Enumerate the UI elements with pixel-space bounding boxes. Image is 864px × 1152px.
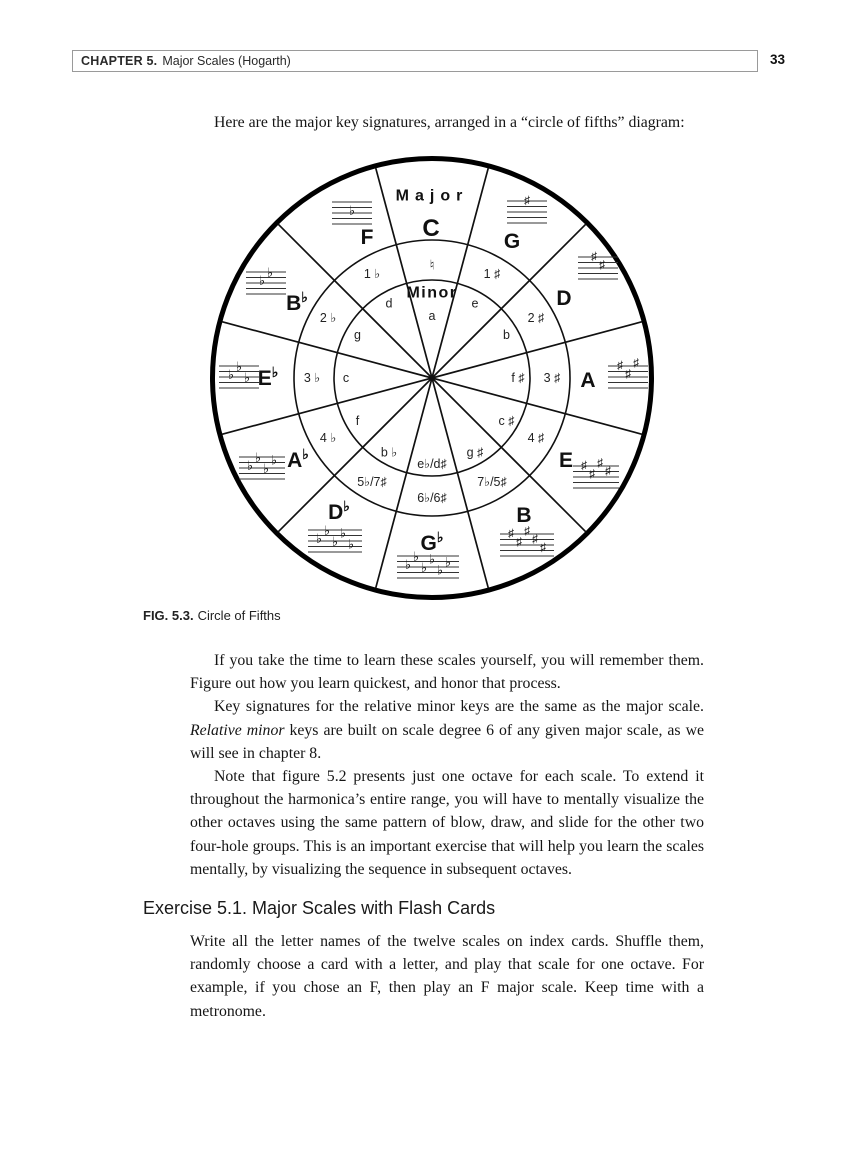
key-signature-staff	[608, 357, 648, 388]
sharp-icon: ♯	[591, 251, 597, 263]
figure-caption-label: FIG. 5.3.	[143, 608, 194, 623]
paragraph: Key signatures for the relative minor keys are the same as the major scale. Relative minor keys are built on scale degree 6 of any given major scale, as we will see in chapter 8.	[190, 698, 704, 762]
major-key-D: D♭	[328, 498, 350, 524]
sharp-icon: ♯	[589, 468, 595, 481]
chapter-header-box	[72, 50, 758, 72]
sharp-icon: ♯	[532, 533, 538, 546]
minor-key-label: c	[342, 371, 350, 385]
sharp-icon: ♯	[516, 536, 522, 549]
flat-icon: ♭	[262, 460, 270, 476]
flat-icon: ♭	[348, 203, 356, 218]
key-signature-staff	[507, 195, 547, 223]
key-signature-staff	[219, 359, 259, 388]
intro-paragraph: Here are the major key signatures, arranged in a “circle of fifths” diagram:	[214, 114, 685, 131]
count-label: 4 ♯	[527, 431, 545, 445]
minor-key-label: f	[355, 414, 360, 428]
flat-icon: ♭	[404, 557, 412, 572]
flat-icon: ♭	[436, 562, 444, 578]
sharp-icon: ♯	[605, 465, 611, 478]
major-key-E: E	[558, 448, 574, 472]
flat-icon: ♭	[246, 458, 254, 473]
minor-key-label: f ♯	[511, 371, 525, 385]
flat-icon: ♭	[266, 264, 274, 280]
count-label: 1 ♯	[483, 267, 501, 282]
page-number: 33	[770, 52, 786, 67]
body-paragraphs	[190, 649, 704, 881]
sector-divider	[222, 378, 432, 434]
count-label: 1 ♭	[363, 267, 381, 282]
sharp-icon: ♯	[508, 528, 514, 540]
minor-key-label: d	[385, 296, 393, 311]
flat-icon: ♭	[235, 358, 243, 374]
key-signature-staff	[332, 202, 372, 224]
minor-key-label: a	[428, 309, 436, 323]
major-key-G: G	[503, 229, 521, 253]
chapter-label: CHAPTER 5.	[81, 54, 158, 68]
flat-icon: ♭	[428, 551, 436, 567]
figure-caption	[143, 608, 281, 623]
major-key-G: G♭	[420, 529, 444, 555]
sector-divider	[222, 322, 432, 378]
circle-of-fifths-diagram	[197, 143, 667, 613]
key-signature-staff	[308, 523, 362, 552]
exercise-heading: Exercise 5.1. Major Scales with Flash Cards	[143, 898, 496, 918]
minor-key-label: b ♭	[380, 445, 398, 460]
flat-icon: ♭	[339, 525, 347, 541]
exercise-paragraph: Write all the letter names of the twelve scales on index cards. Shuffle them, randomly choose a card with a letter, and play that scale for one octave. For example, if you chose an F, then play an F major scale. Keep time with a metronome.	[190, 933, 704, 1020]
sharp-icon: ♯	[524, 525, 530, 538]
major-key-A: A	[580, 368, 596, 392]
sharp-icon: ♯	[617, 360, 623, 372]
major-key-F: F	[360, 225, 374, 249]
chapter-title: Major Scales (Hogarth)	[162, 54, 291, 68]
sharp-icon: ♯	[633, 357, 639, 370]
key-signature-staff	[239, 450, 285, 479]
flat-icon: ♭	[444, 554, 452, 570]
sharp-icon: ♯	[599, 259, 605, 272]
minor-key-label: e♭/d♯	[417, 457, 447, 471]
count-label: 3 ♯	[543, 371, 561, 385]
minor-ring-label: Minor	[406, 284, 458, 302]
flat-icon: ♭	[258, 273, 266, 288]
sector-divider	[432, 322, 642, 381]
count-label: 2 ♯	[527, 311, 545, 325]
sharp-icon: ♯	[625, 368, 631, 381]
flat-icon: ♭	[243, 369, 251, 385]
major-key-B: B♭	[286, 289, 308, 315]
minor-key-label: b	[503, 328, 510, 342]
key-signature-staff	[573, 457, 619, 488]
count-label: 2 ♭	[319, 311, 337, 325]
flat-icon: ♭	[420, 559, 428, 575]
sharp-icon: ♯	[597, 457, 603, 470]
key-signature-staff	[397, 549, 459, 578]
major-key-C: C	[422, 214, 440, 242]
sharp-icon: ♯	[524, 195, 530, 207]
paragraph: If you take the time to learn these scales yourself, you will remember them. Figure out how you learn quickest, and honor that process.	[190, 652, 704, 693]
count-label: ♮	[429, 257, 435, 273]
key-signature-staff	[246, 265, 286, 294]
count-label: 6♭/6♯	[417, 491, 447, 505]
paragraph: Note that figure 5.2 presents just one octave for each scale. To extend it throughout the harmonica’s entire range, you will have to mentally visualize the other octaves using the same pattern of blow, draw, and slide for the other two four-hole groups. This is an important exercise that will help you learn the scales mentally, by visualizing the sequence in subsequent octaves.	[190, 768, 704, 878]
minor-key-label: g	[354, 328, 361, 342]
flat-icon: ♭	[315, 531, 323, 546]
figure-caption-text: Circle of Fifths	[197, 608, 281, 623]
count-label: 7♭/5♯	[477, 474, 507, 489]
count-label: 5♭/7♯	[357, 474, 387, 489]
sharp-icon: ♯	[540, 541, 546, 554]
flat-icon: ♭	[323, 522, 331, 538]
major-key-D: D	[556, 286, 572, 310]
sharp-icon: ♯	[581, 460, 587, 472]
flat-icon: ♭	[331, 533, 339, 549]
flat-icon: ♭	[347, 536, 355, 552]
sector-divider	[432, 378, 642, 434]
key-signature-staff	[500, 525, 554, 556]
flat-icon: ♭	[254, 449, 262, 465]
major-ring-label: Major	[395, 187, 469, 205]
flat-icon: ♭	[227, 367, 235, 382]
flat-icon: ♭	[412, 548, 420, 564]
major-key-A: A♭	[287, 446, 309, 472]
count-label: 3 ♭	[303, 371, 321, 385]
minor-key-label: e	[471, 296, 479, 311]
minor-key-label: c ♯	[498, 414, 515, 428]
minor-key-label: g ♯	[466, 445, 484, 460]
count-label: 4 ♭	[319, 431, 337, 445]
flat-icon: ♭	[270, 452, 278, 468]
major-key-B: B	[516, 503, 532, 527]
major-key-E: E♭	[257, 364, 279, 390]
